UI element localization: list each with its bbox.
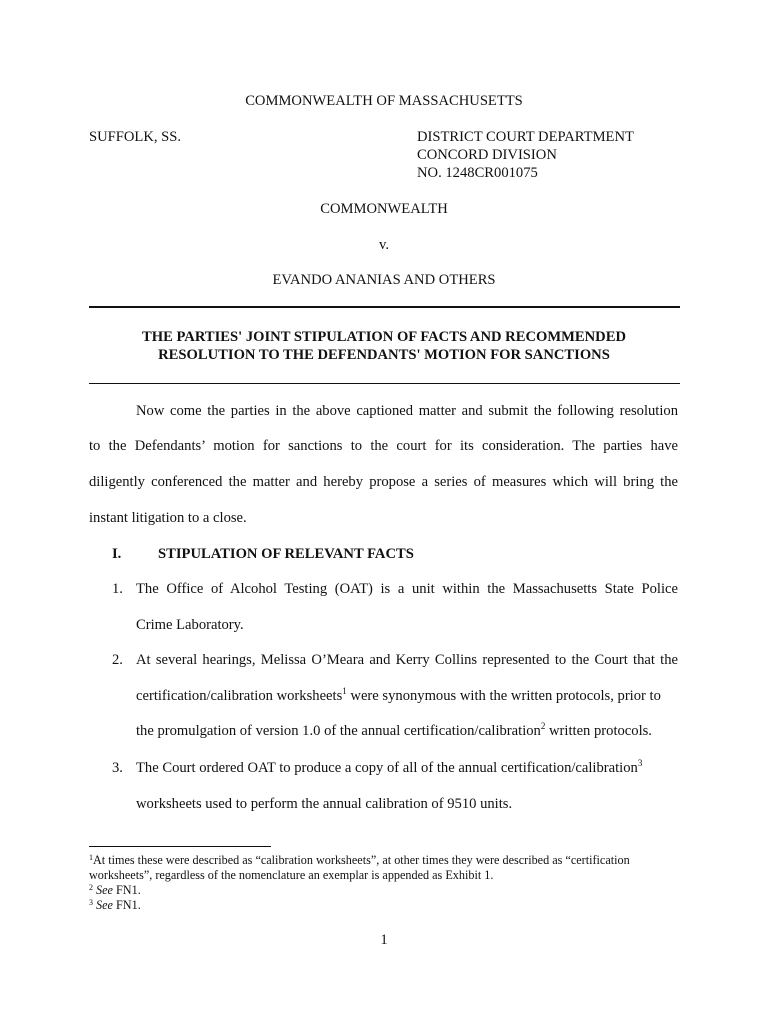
list-item-line: At several hearings, Melissa O’Meara and Kerry Collins represented to the Court that the <box>136 652 678 668</box>
footnote-mark: 3 <box>89 898 93 907</box>
court-department: DISTRICT COURT DEPARTMENT <box>417 129 634 145</box>
footnote-signal: See <box>96 898 113 912</box>
list-item-line: The Office of Alcohol Testing (OAT) is a unit within the Massachusetts State Police <box>136 581 678 597</box>
section-number: I. <box>112 546 122 562</box>
section-heading: STIPULATION OF RELEVANT FACTS <box>158 546 414 562</box>
list-item-line <box>136 723 725 740</box>
footnote <box>89 898 141 913</box>
docket-number: NO. 1248CR001075 <box>417 165 538 181</box>
defendant-name: EVANDO ANANIAS AND OTHERS <box>272 272 496 288</box>
list-item-number: 2. <box>112 652 123 668</box>
commonwealth-header: COMMONWEALTH OF MASSACHUSETTS <box>245 93 523 109</box>
list-item-line: worksheets used to perform the annual calibration of 9510 units. <box>136 796 513 812</box>
list-item-number: 3. <box>112 760 123 776</box>
list-item-text: The Court ordered OAT to produce a copy of all of the annual certification/calibration <box>136 760 638 776</box>
footnote-signal: See <box>96 883 113 897</box>
list-item-line: Crime Laboratory. <box>136 617 244 633</box>
footnote-ref: 2 <box>540 721 546 731</box>
intro-line: to the Defendants’ motion for sanctions to the court for its consideration. The parties have <box>89 438 678 454</box>
footnote-ref: 1 <box>342 686 347 696</box>
intro-line: Now come the parties in the above captioned matter and submit the following resolution <box>136 403 678 419</box>
list-item-number: 1. <box>112 581 123 597</box>
footnote <box>89 853 630 868</box>
footnote-text: FN1. <box>112 883 141 897</box>
versus-label: v. <box>379 237 389 253</box>
footnote-text: At times these were described as “calibration worksheets”, at other times they were described as “certification <box>93 853 630 867</box>
document-title-line2: RESOLUTION TO THE DEFENDANTS' MOTION FOR SANCTIONS <box>158 347 610 363</box>
footnote-continuation: worksheets”, regardless of the nomenclature an exemplar is appended as Exhibit 1. <box>89 868 494 882</box>
footnote-mark: 2 <box>89 883 93 892</box>
footnote-mark: 1 <box>89 853 93 862</box>
footnote <box>89 883 141 898</box>
footnote-ref: 3 <box>637 758 643 768</box>
title-bottom-rule <box>89 383 680 384</box>
list-item-line <box>136 760 725 777</box>
page-number: 1 <box>380 932 388 948</box>
court-division: CONCORD DIVISION <box>417 147 557 163</box>
list-item-line <box>136 688 725 705</box>
footnote-separator <box>89 846 271 847</box>
document-title-line1: THE PARTIES' JOINT STIPULATION OF FACTS AND RECOMMENDED <box>142 329 626 345</box>
footnote-text: FN1. <box>112 898 141 912</box>
list-item-text: certification/calibration worksheets <box>136 688 343 704</box>
intro-line: instant litigation to a close. <box>89 510 247 526</box>
list-item-text: the promulgation of version 1.0 of the annual certification/calibration <box>136 723 541 739</box>
intro-line: diligently conferenced the matter and hereby propose a series of measures which will bring the <box>89 474 678 490</box>
list-item-text: written protocols. <box>545 723 652 739</box>
plaintiff-name: COMMONWEALTH <box>320 201 448 217</box>
county-label: SUFFOLK, SS. <box>89 129 182 145</box>
title-top-rule <box>89 306 680 308</box>
list-item-text: were synonymous with the written protocols, prior to <box>346 688 661 704</box>
